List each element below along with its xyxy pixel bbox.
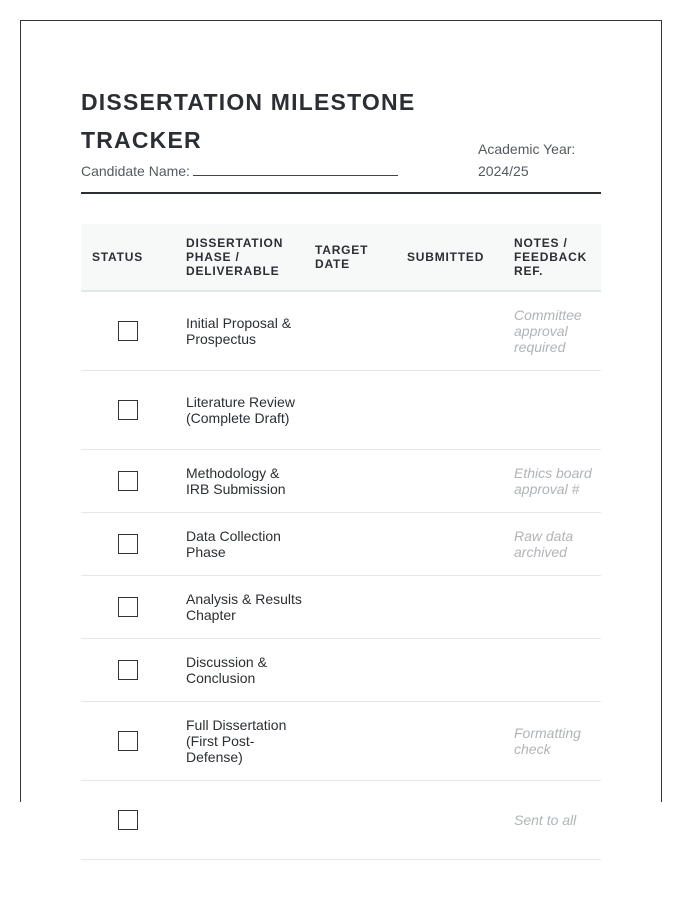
target-date-cell[interactable]	[304, 291, 396, 370]
tracker-header	[81, 83, 601, 194]
academic-year-label: Academic Year:	[478, 141, 576, 157]
column-header-status: STATUS	[92, 250, 144, 264]
phase-cell: Analysis & Results Chapter	[175, 575, 304, 638]
table-header-row	[81, 224, 601, 291]
target-date-cell[interactable]	[304, 512, 396, 575]
target-date-cell[interactable]	[304, 701, 396, 780]
status-checkbox[interactable]	[118, 660, 138, 680]
candidate-name-field	[81, 161, 398, 179]
phase-cell: Data Collection Phase	[175, 512, 304, 575]
phase-cell: Discussion & Conclusion	[175, 638, 304, 701]
column-header-phase: DISSERTATION PHASE / DELIVERABLE	[186, 236, 284, 278]
notes-cell: Committee approval required	[503, 291, 601, 370]
target-date-cell[interactable]	[304, 370, 396, 449]
document-page	[20, 20, 662, 828]
submitted-cell[interactable]	[396, 291, 503, 370]
column-header-target-date: TARGET DATE	[315, 243, 369, 271]
table-row	[81, 780, 601, 859]
submitted-cell[interactable]	[396, 575, 503, 638]
notes-cell: Sent to all	[503, 780, 601, 859]
status-checkbox[interactable]	[118, 321, 138, 341]
page-title: DISSERTATION MILESTONE TRACKER	[81, 89, 416, 153]
submitted-cell[interactable]	[396, 370, 503, 449]
notes-cell: Ethics board approval #	[503, 449, 601, 512]
academic-year	[478, 138, 575, 182]
status-cell	[81, 701, 175, 780]
submitted-cell[interactable]	[396, 638, 503, 701]
tracker-content	[81, 83, 601, 860]
phase-cell	[175, 780, 304, 859]
status-cell	[81, 780, 175, 859]
phase-cell: Methodology & IRB Submission	[175, 449, 304, 512]
status-checkbox[interactable]	[118, 400, 138, 420]
target-date-cell[interactable]	[304, 575, 396, 638]
table-row	[81, 449, 601, 512]
table-row	[81, 291, 601, 370]
milestone-table	[81, 224, 601, 860]
submitted-cell[interactable]	[396, 701, 503, 780]
table-body	[81, 291, 601, 859]
notes-cell	[503, 638, 601, 701]
target-date-cell[interactable]	[304, 780, 396, 859]
candidate-name-label: Candidate Name:	[81, 163, 190, 179]
column-header-submitted: SUBMITTED	[407, 250, 485, 264]
status-checkbox[interactable]	[118, 471, 138, 491]
notes-cell: Raw data archived	[503, 512, 601, 575]
phase-cell: Literature Review (Complete Draft)	[175, 370, 304, 449]
status-cell	[81, 575, 175, 638]
submitted-cell[interactable]	[396, 449, 503, 512]
status-checkbox[interactable]	[118, 534, 138, 554]
target-date-cell[interactable]	[304, 449, 396, 512]
status-cell	[81, 291, 175, 370]
status-checkbox[interactable]	[118, 731, 138, 751]
academic-year-value: 2024/25	[478, 163, 529, 179]
table-row	[81, 512, 601, 575]
target-date-cell[interactable]	[304, 638, 396, 701]
status-checkbox[interactable]	[118, 810, 138, 830]
phase-cell: Full Dissertation (First Post-Defense)	[175, 701, 304, 780]
table-row	[81, 638, 601, 701]
status-checkbox[interactable]	[118, 597, 138, 617]
submitted-cell[interactable]	[396, 780, 503, 859]
candidate-name-blank-line[interactable]	[193, 161, 398, 176]
table-row	[81, 575, 601, 638]
status-cell	[81, 449, 175, 512]
phase-cell: Initial Proposal & Prospectus	[175, 291, 304, 370]
notes-cell	[503, 370, 601, 449]
status-cell	[81, 512, 175, 575]
notes-cell	[503, 575, 601, 638]
status-cell	[81, 638, 175, 701]
table-row	[81, 370, 601, 449]
column-header-notes: NOTES / FEEDBACK REF.	[514, 236, 588, 278]
table-row	[81, 701, 601, 780]
submitted-cell[interactable]	[396, 512, 503, 575]
notes-cell: Formatting check	[503, 701, 601, 780]
status-cell	[81, 370, 175, 449]
